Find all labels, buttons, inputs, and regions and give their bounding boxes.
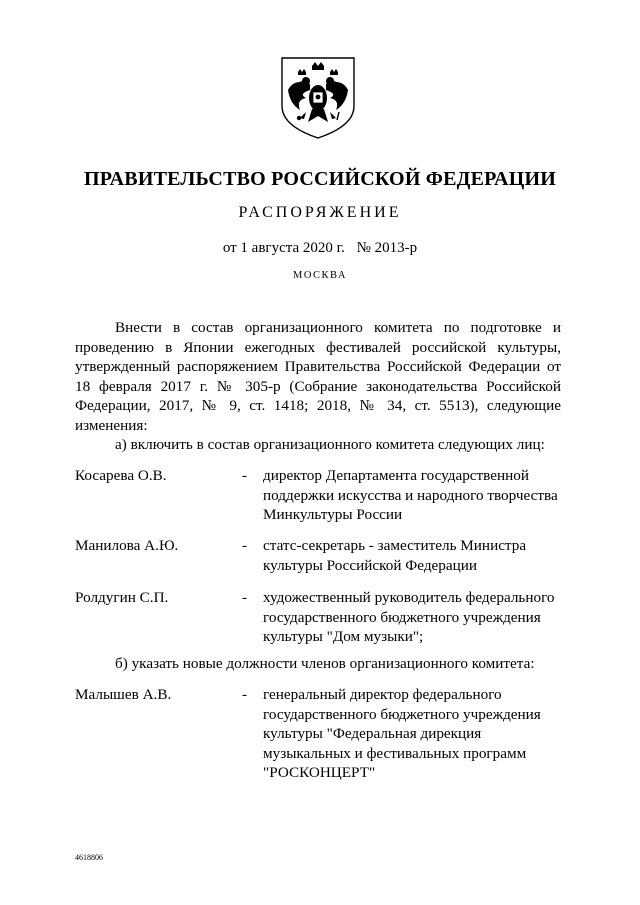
government-title: ПРАВИТЕЛЬСТВО РОССИЙСКОЙ ФЕДЕРАЦИИ [84, 168, 556, 190]
member-dash: - [242, 467, 248, 484]
member-name: Малышев А.В. [75, 686, 172, 703]
section-b-heading: б) указать новые должности членов организационного комитета: [115, 655, 535, 672]
coat-of-arms-emblem [276, 54, 360, 140]
intro-paragraph: Внести в состав организационного комитета по подготовке и проведению в Японии ежегодных фестивалей российской культуры, утвержденный распоряжением Правительства Российской Федерации от 18 февраля 2017 г. № 305-р (Собрание законодательства Российской Федерации, 2017, № 9, ст. 1418; 2018, № 34, ст. 5513), следующие изменения: [75, 319, 561, 434]
document-type: РАСПОРЯЖЕНИЕ [238, 204, 402, 221]
member-role: статс-секретарь - заместитель Министра культуры Российской Федерации [263, 537, 527, 574]
member-dash: - [242, 537, 248, 554]
city-name: МОСКВА [293, 270, 347, 281]
member-role: генеральный директор федерального государственного бюджетного учреждения культуры "Федеральная дирекция музыкальных и фестивальных программ "РОСКОНЦЕРТ" [263, 686, 541, 781]
member-name: Косарева О.В. [75, 467, 167, 484]
member-dash: - [242, 589, 248, 606]
member-dash: - [242, 686, 248, 703]
document-number: № 2013-р [356, 240, 418, 256]
double-headed-eagle-icon [276, 54, 360, 140]
member-role: директор Департамента государственной поддержки искусства и народного творчества Минкультуры России [263, 467, 558, 523]
section-a-heading: а) включить в состав организационного комитета следующих лиц: [115, 436, 545, 453]
document-date-line [0, 240, 640, 257]
member-role: художественный руководитель федерального государственного бюджетного учреждения культуры "Дом музыки"; [263, 589, 555, 645]
member-name: Манилова А.Ю. [75, 537, 179, 554]
member-name: Ролдугин С.П. [75, 589, 169, 606]
document-date: от 1 августа 2020 г. [222, 240, 345, 256]
document-code: 4618806 [75, 853, 103, 862]
